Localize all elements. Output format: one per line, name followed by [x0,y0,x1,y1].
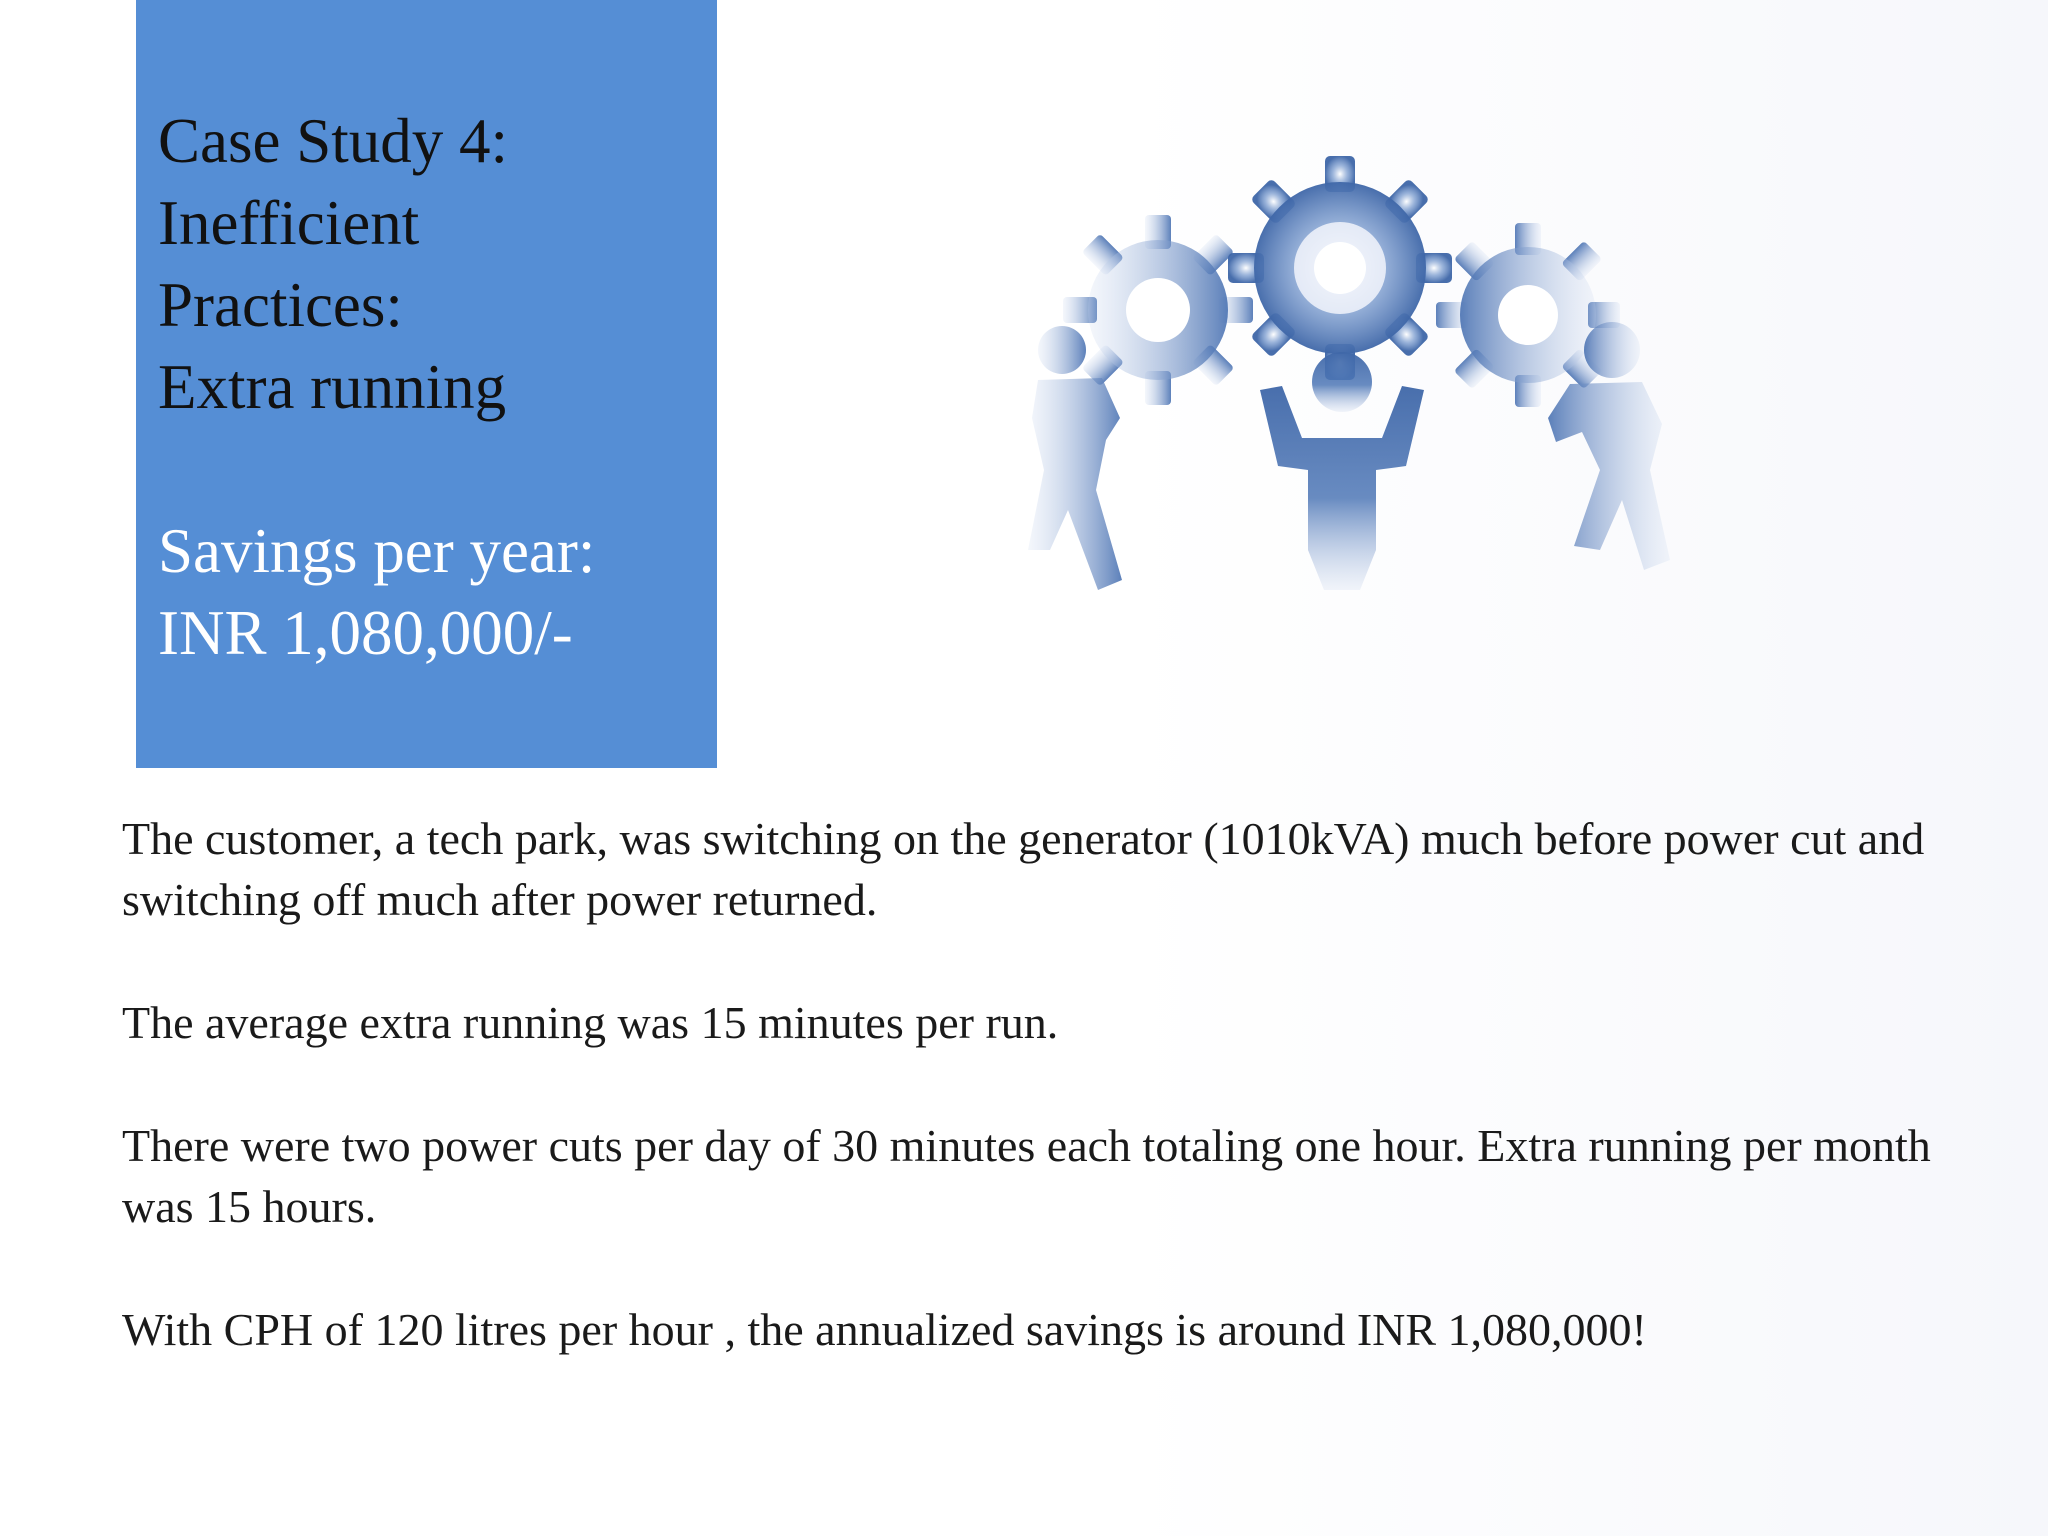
paragraph: With CPH of 120 litres per hour , the annualized savings is around INR 1,080,000! [122,1304,1647,1355]
savings-label: Savings per year: [158,516,596,586]
savings-amount: INR 1,080,000/- [158,598,573,668]
right-gear-icon [1436,223,1620,407]
title-line: Practices: [158,270,403,340]
paragraph: There were two power cuts per day of 30 minutes each totaling one hour. Extra running per month was 15 hours. [122,1120,1931,1232]
title-line: Case Study 4: [158,106,509,176]
title-line: Extra running [158,352,507,422]
title-line: Inefficient [158,188,420,258]
paragraph: The average extra running was 15 minutes per run. [122,997,1059,1048]
paragraph: The customer, a tech park, was switching on the generator (1010kVA) much before power cut and switching off much after power returned. [122,813,1925,925]
case-description [122,808,1942,1422]
savings-summary [158,510,708,674]
teamwork-gears-icon [1010,150,1700,620]
center-figure-icon [1260,352,1424,590]
case-study-title [158,100,698,428]
title-box [136,0,717,768]
center-gear-icon [1228,156,1452,380]
left-gear-icon [1063,215,1253,405]
